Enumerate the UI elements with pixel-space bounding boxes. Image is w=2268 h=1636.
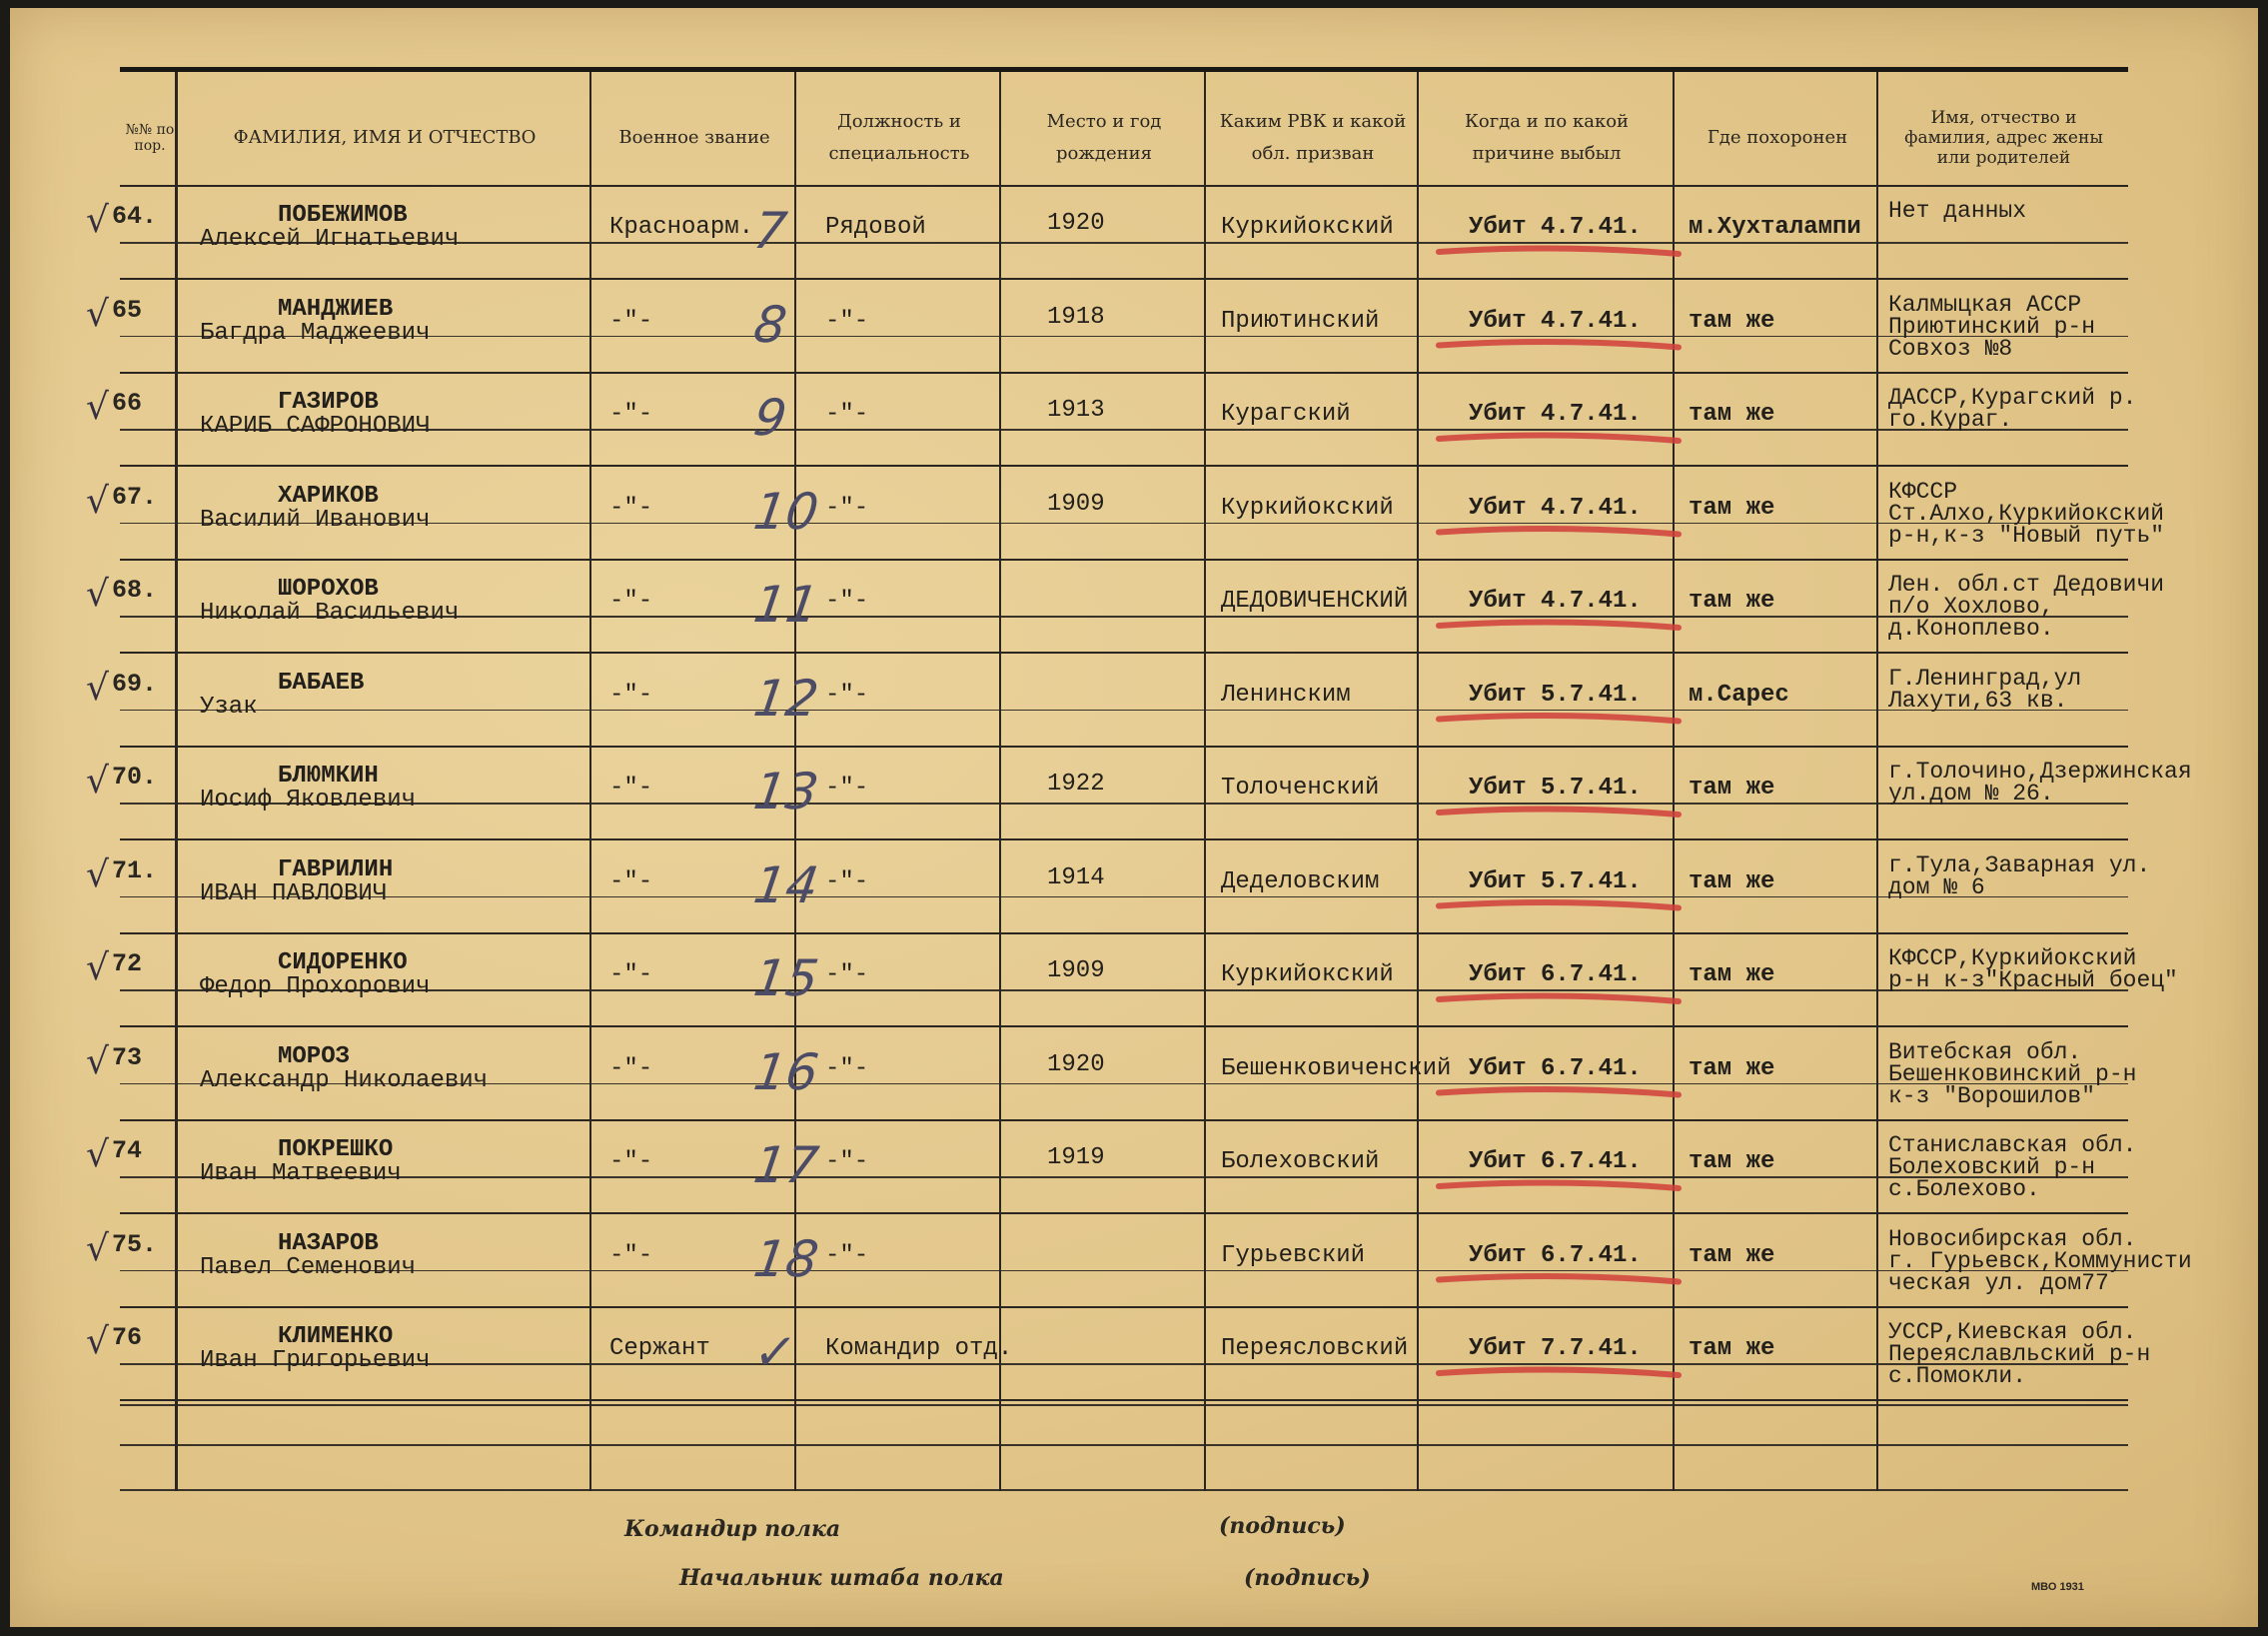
- row-bottom-rule: [120, 838, 2128, 840]
- position: -"-: [825, 961, 869, 988]
- row-bottom-rule: [120, 1399, 2128, 1401]
- handwritten-count: 14: [749, 855, 822, 914]
- military-rank: -"-: [609, 961, 653, 988]
- relatives-line-3: ческая ул. дом77: [1888, 1269, 2109, 1296]
- birth-year: 1918: [1047, 303, 1105, 331]
- relatives-line-2: дом № 6: [1888, 873, 1985, 900]
- row-bottom-rule: [120, 652, 2128, 654]
- margin-check-mark: √: [86, 667, 109, 709]
- burial-place: там же: [1689, 961, 1775, 988]
- relatives-line-3: с.Помокли.: [1888, 1363, 2027, 1389]
- military-rank: -"-: [609, 1054, 653, 1082]
- column-rule: [999, 72, 1001, 1491]
- relatives-line-2: Ст.Алхо,Куркийокский: [1888, 500, 2165, 527]
- burial-place: там же: [1689, 775, 1775, 802]
- military-rank: Красноарм.: [609, 214, 754, 241]
- given-names: КАРИБ САФРОНОВИЧ: [200, 413, 431, 440]
- footer-chief-label: Начальник штаба полка: [679, 1565, 1004, 1591]
- draft-office: Болеховский: [1221, 1148, 1380, 1175]
- departure-reason: Убит 5.7.41.: [1469, 775, 1642, 802]
- birth-year: 1920: [1047, 210, 1105, 237]
- relatives-line-2: г. Гурьевск,Коммунисти: [1888, 1247, 2192, 1274]
- surname: СИДОРЕНКО: [278, 949, 408, 976]
- burial-place: там же: [1689, 588, 1775, 615]
- form-code: МВО 1931: [2031, 1581, 2084, 1593]
- departure-reason: Убит 5.7.41.: [1469, 867, 1642, 895]
- departure-reason: Убит 6.7.41.: [1469, 961, 1642, 988]
- row-bottom-rule: [120, 372, 2128, 374]
- position: -"-: [825, 588, 869, 615]
- military-rank: -"-: [609, 775, 653, 802]
- header-birth: Место и год рождения: [1046, 110, 1162, 164]
- relatives-line-2: Бешенковинский р-н: [1888, 1060, 2137, 1087]
- relatives-line-1: КФССР: [1888, 478, 1958, 505]
- row-number: 72: [112, 949, 143, 978]
- burial-place: м.Хухталампи: [1689, 214, 1861, 241]
- relatives-line-3: к-з "Ворошилов": [1888, 1082, 2096, 1109]
- handwritten-count: 17: [749, 1136, 822, 1194]
- given-names: Василий Иванович: [200, 506, 431, 534]
- handwritten-count: 15: [749, 949, 822, 1007]
- row-bottom-rule: [120, 278, 2128, 280]
- burial-place: там же: [1689, 1054, 1775, 1082]
- military-rank: -"-: [609, 681, 653, 709]
- relatives-line-1: Калмыцкая АССР: [1888, 291, 2082, 318]
- row-bottom-rule: [120, 932, 2128, 934]
- position: -"-: [825, 1148, 869, 1175]
- column-rule: [1417, 72, 1419, 1491]
- margin-check-mark: √: [86, 1227, 109, 1269]
- departure-reason: Убит 4.7.41.: [1469, 494, 1642, 522]
- column-rule: [1204, 72, 1206, 1491]
- burial-place: там же: [1689, 401, 1775, 428]
- margin-check-mark: √: [86, 574, 109, 615]
- margin-check-mark: √: [86, 853, 109, 895]
- given-names: Федор Прохорович: [200, 973, 431, 1000]
- margin-check-mark: √: [86, 1134, 109, 1175]
- relatives-line-1: Лен. обл.ст Дедовичи: [1888, 572, 2165, 598]
- departure-reason: Убит 6.7.41.: [1469, 1148, 1642, 1175]
- row-number: 74: [112, 1136, 143, 1165]
- departure-reason: Убит 6.7.41.: [1469, 1241, 1642, 1269]
- row-number: 71.: [112, 855, 158, 885]
- surname: МАНДЖИЕВ: [278, 295, 394, 323]
- relatives-line-3: Совхоз №8: [1888, 335, 2013, 362]
- surname: ГАЗИРОВ: [278, 389, 379, 416]
- burial-place: там же: [1689, 1335, 1775, 1362]
- header-when: Когда и по какой причине выбыл: [1464, 110, 1630, 164]
- departure-reason: Убит 4.7.41.: [1469, 588, 1642, 615]
- margin-check-mark: √: [86, 200, 109, 241]
- burial-place: там же: [1689, 1148, 1775, 1175]
- burial-place: там же: [1689, 1241, 1775, 1269]
- relatives-line-2: ул.дом № 26.: [1888, 781, 2054, 807]
- relatives-line-2: го.Кураг.: [1888, 407, 2013, 433]
- surname: ГАВРИЛИН: [278, 855, 394, 883]
- relatives-line-2: Переяславльский р-н: [1888, 1341, 2151, 1367]
- surname: МОРОЗ: [278, 1042, 351, 1070]
- draft-office: Переясловский: [1221, 1335, 1409, 1362]
- birth-year: 1909: [1047, 490, 1105, 518]
- column-rule: [1673, 72, 1675, 1491]
- relatives-line-1: г.Тула,Заварная ул.: [1888, 851, 2151, 878]
- margin-check-mark: √: [86, 761, 109, 802]
- given-names: Иван Григорьевич: [200, 1347, 431, 1374]
- relatives-line-1: КФССР,Куркийокский: [1888, 945, 2137, 971]
- draft-office: Гурьевский: [1221, 1241, 1366, 1269]
- burial-place: там же: [1689, 307, 1775, 335]
- surname: КЛИМЕНКО: [278, 1323, 394, 1350]
- handwritten-count: 10: [749, 482, 822, 541]
- relatives-line-2: п/о Хохлово,: [1888, 594, 2054, 620]
- handwritten-count: 7: [749, 202, 790, 260]
- margin-check-mark: √: [86, 480, 109, 522]
- column-rule: [1876, 72, 1878, 1491]
- given-names: Иосиф Яковлевич: [200, 787, 417, 814]
- position: -"-: [825, 867, 869, 895]
- row-bottom-rule: [120, 1025, 2128, 1027]
- table-top-rule: [120, 67, 2128, 72]
- handwritten-count: 11: [749, 576, 822, 634]
- military-rank: -"-: [609, 588, 653, 615]
- position: -"-: [825, 401, 869, 428]
- relatives-line-1: Нет данных: [1888, 198, 2027, 224]
- birth-year: 1914: [1047, 863, 1105, 891]
- handwritten-count: 16: [749, 1042, 822, 1101]
- draft-office: Курагский: [1221, 401, 1351, 428]
- surname: ПОКРЕШКО: [278, 1136, 394, 1163]
- relatives-line-3: д.Коноплево.: [1888, 616, 2054, 642]
- birth-year: 1913: [1047, 397, 1105, 424]
- relatives-line-1: Витебская обл.: [1888, 1038, 2082, 1065]
- departure-reason: Убит 4.7.41.: [1469, 401, 1642, 428]
- birth-year: 1919: [1047, 1144, 1105, 1171]
- departure-reason: Убит 4.7.41.: [1469, 307, 1642, 335]
- handwritten-count: 12: [749, 669, 822, 728]
- footer-signature-1: (подпись): [1219, 1513, 1346, 1539]
- row-number: 65: [112, 295, 143, 325]
- row-bottom-rule: [120, 1119, 2128, 1121]
- handwritten-count: 9: [749, 389, 790, 447]
- draft-office: Приютинский: [1221, 307, 1380, 335]
- given-names: Павел Семенович: [200, 1253, 417, 1281]
- column-rule: [175, 72, 178, 1491]
- relatives-line-1: г.Толочино,Дзержинская: [1888, 759, 2192, 785]
- surname: ПОБЕЖИМОВ: [278, 202, 408, 229]
- row-number: 68.: [112, 576, 158, 605]
- draft-office: Толоченский: [1221, 775, 1380, 802]
- header-num: №№ по пор.: [125, 121, 175, 154]
- header-rank: Военное звание: [618, 126, 770, 148]
- empty-row-rule: [120, 1444, 2128, 1446]
- header-buried: Где похоронен: [1706, 126, 1848, 148]
- row-number: 67.: [112, 482, 158, 512]
- handwritten-count: 8: [749, 295, 790, 354]
- draft-office: Куркийокский: [1221, 961, 1394, 988]
- burial-place: там же: [1689, 867, 1775, 895]
- position: Рядовой: [825, 214, 926, 241]
- row-bottom-rule: [120, 746, 2128, 748]
- position: -"-: [825, 775, 869, 802]
- row-number: 64.: [112, 202, 158, 231]
- position: -"-: [825, 1054, 869, 1082]
- relatives-line-1: Г.Ленинград,ул: [1888, 665, 2082, 692]
- relatives-line-2: р-н к-з"Красный боец": [1888, 967, 2178, 993]
- row-number: 75.: [112, 1229, 158, 1259]
- position: -"-: [825, 1241, 869, 1269]
- birth-year: 1920: [1047, 1050, 1105, 1078]
- header-relatives: Имя, отчество и фамилия, адрес жены или родителей: [1904, 107, 2103, 168]
- draft-office: Куркийокский: [1221, 494, 1394, 522]
- row-number: 76: [112, 1323, 143, 1352]
- departure-reason: Убит 6.7.41.: [1469, 1054, 1642, 1082]
- margin-check-mark: √: [86, 387, 109, 428]
- margin-check-mark: √: [86, 947, 109, 988]
- relatives-line-2: Лахути,63 кв.: [1888, 687, 2068, 714]
- given-names: Иван Матвеевич: [200, 1160, 402, 1187]
- row-number: 73: [112, 1042, 143, 1072]
- relatives-line-1: ДАССР,Курагский р.: [1888, 385, 2137, 411]
- position: -"-: [825, 681, 869, 709]
- row-bottom-rule: [120, 465, 2128, 467]
- handwritten-count: 18: [749, 1229, 822, 1288]
- relatives-line-3: р-н,к-з "Новый путь": [1888, 522, 2165, 549]
- header-name: ФАМИЛИЯ, ИМЯ И ОТЧЕСТВО: [233, 126, 537, 148]
- margin-check-mark: √: [86, 1040, 109, 1082]
- row-number: 69.: [112, 669, 158, 699]
- header-position: Должность и специальность: [828, 110, 970, 164]
- row-bottom-rule: [120, 1212, 2128, 1214]
- relatives-line-1: Станиславская обл.: [1888, 1132, 2137, 1158]
- draft-office: Куркийокский: [1221, 214, 1394, 241]
- row-mid-rule: [120, 1270, 2128, 1272]
- footer-signature-2: (подпись): [1244, 1565, 1371, 1591]
- row-number: 66: [112, 389, 143, 418]
- row-mid-rule: [120, 710, 2128, 712]
- military-rank: -"-: [609, 307, 653, 335]
- given-names: Багдра Маджеевич: [200, 319, 431, 347]
- departure-reason: Убит 7.7.41.: [1469, 1335, 1642, 1362]
- row-mid-rule: [120, 803, 2128, 805]
- military-rank: -"-: [609, 1148, 653, 1175]
- draft-office: ДЕДОВИЧЕНСКИЙ: [1221, 588, 1409, 615]
- surname: ХАРИКОВ: [278, 482, 379, 510]
- surname: ШОРОХОВ: [278, 576, 379, 603]
- relatives-line-1: УССР,Киевская обл.: [1888, 1319, 2137, 1345]
- row-mid-rule: [120, 896, 2128, 898]
- position: -"-: [825, 307, 869, 335]
- given-names: Николай Васильевич: [200, 600, 460, 627]
- draft-office: Ленинским: [1221, 681, 1351, 709]
- position: -"-: [825, 494, 869, 522]
- surname: БЛЮМКИН: [278, 763, 379, 790]
- birth-year: 1909: [1047, 957, 1105, 984]
- given-names: ИВАН ПАВЛОВИЧ: [200, 879, 388, 907]
- military-rank: Сержант: [609, 1335, 710, 1362]
- departure-reason: Убит 5.7.41.: [1469, 681, 1642, 709]
- birth-year: 1922: [1047, 771, 1105, 798]
- given-names: Алексей Игнатьевич: [200, 226, 460, 253]
- position: Командир отд.: [825, 1335, 1013, 1362]
- surname: НАЗАРОВ: [278, 1229, 379, 1257]
- military-rank: -"-: [609, 1241, 653, 1269]
- empty-row-rule: [120, 1404, 2128, 1406]
- row-bottom-rule: [120, 559, 2128, 561]
- military-rank: -"-: [609, 867, 653, 895]
- row-number: 70.: [112, 763, 158, 792]
- military-rank: -"-: [609, 494, 653, 522]
- draft-office: Деделовским: [1221, 867, 1380, 895]
- burial-place: м.Сарес: [1689, 681, 1789, 709]
- relatives-line-1: Новосибирская обл.: [1888, 1225, 2137, 1252]
- handwritten-count: ✓: [749, 1323, 800, 1381]
- relatives-line-2: Приютинский р-н: [1888, 313, 2096, 340]
- military-rank: -"-: [609, 401, 653, 428]
- departure-reason: Убит 4.7.41.: [1469, 214, 1642, 241]
- surname: БАБАЕВ: [278, 669, 365, 697]
- row-mid-rule: [120, 1176, 2128, 1178]
- row-bottom-rule: [120, 1306, 2128, 1308]
- header-rvk: Каким РВК и какой обл. призван: [1219, 110, 1407, 164]
- given-names: Узак: [200, 693, 258, 721]
- footer-commander-label: Командир полка: [624, 1516, 841, 1542]
- relatives-line-3: с.Болехово.: [1888, 1176, 2040, 1202]
- draft-office: Бешенковиченский: [1221, 1054, 1452, 1082]
- burial-place: там же: [1689, 494, 1775, 522]
- relatives-line-2: Болеховский р-н: [1888, 1154, 2096, 1180]
- margin-check-mark: √: [86, 293, 109, 335]
- column-rule: [589, 72, 591, 1491]
- empty-row-rule: [120, 1489, 2128, 1491]
- given-names: Александр Николаевич: [200, 1066, 489, 1094]
- header-bottom-rule: [120, 185, 2128, 187]
- handwritten-count: 13: [749, 763, 822, 820]
- margin-check-mark: √: [86, 1321, 109, 1362]
